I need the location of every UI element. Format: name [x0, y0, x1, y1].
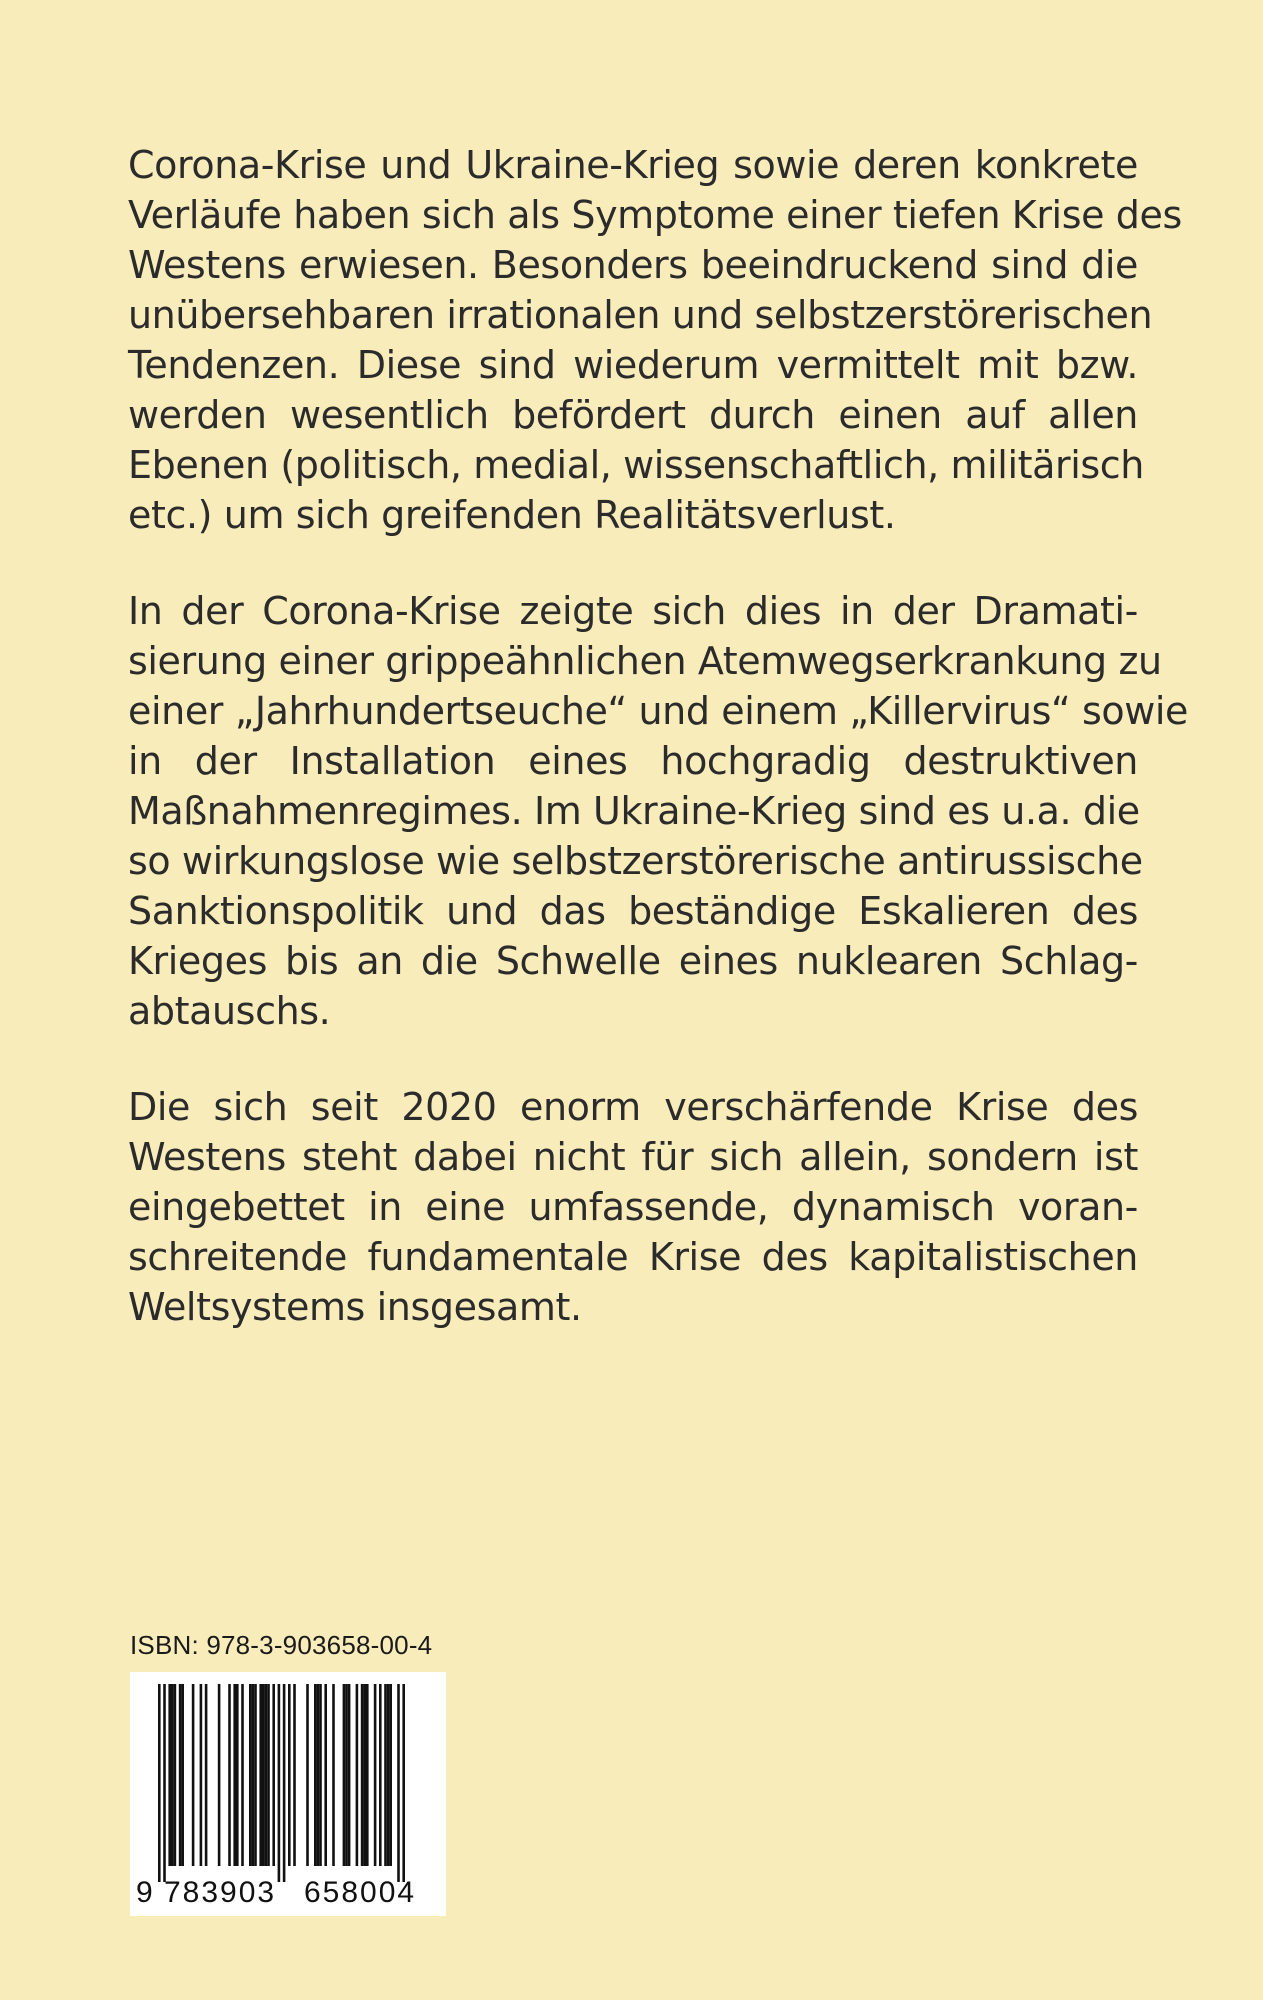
barcode-bar [168, 1684, 171, 1866]
text-line: etc.) um sich greifenden Realitätsverlust. [128, 493, 896, 537]
text-line: Westens erwiesen. Besonders beeindruckend sind die [128, 243, 1138, 287]
barcode-bar [324, 1684, 327, 1866]
barcode-bar [348, 1684, 351, 1866]
text-line: Westens steht dabei nicht für sich allein, sondern ist [128, 1135, 1138, 1179]
text-line: sierung einer grippeähnlichen Atemwegserkrankung zu [128, 639, 1162, 683]
barcode-bar [228, 1684, 231, 1866]
text-line: In der Corona-Krise zeigte sich dies in der Dramati- [128, 589, 1138, 633]
barcode-bar [200, 1684, 203, 1866]
barcode-bar [171, 1684, 174, 1866]
barcode-bar [306, 1684, 309, 1866]
text-line: so wirkungslose wie selbstzerstörerische antirussische [128, 839, 1143, 883]
barcode-bar [345, 1684, 348, 1866]
text-line: Krieges bis an die Schwelle eines nuklearen Schlag- [128, 939, 1138, 983]
barcode-bar [278, 1684, 281, 1882]
paragraph-3 [128, 1082, 1138, 1332]
barcode-bar [233, 1684, 236, 1866]
isbn-label: ISBN: 978-3-903658-00-4 [130, 1630, 433, 1660]
barcode-bar [218, 1684, 221, 1866]
text-line: einer „Jahrhundertseuche“ und einem „Killervirus“ sowie [128, 689, 1189, 733]
barcode-bar [254, 1684, 257, 1866]
barcode-digits-left: 783903 [164, 1876, 277, 1909]
text-line: unübersehbaren irrationalen und selbstzerstörerischen [128, 293, 1153, 337]
isbn-barcode [130, 1672, 446, 1916]
text-line: Verläufe haben sich als Symptome einer tiefen Krise des [128, 193, 1182, 237]
barcode-bar [397, 1684, 400, 1882]
text-line: Sanktionspolitik und das beständige Eskalieren des [128, 889, 1138, 933]
barcode-bar [332, 1684, 335, 1866]
barcode-bar [192, 1684, 195, 1866]
barcode-bar [402, 1684, 405, 1882]
barcode-digits [130, 1876, 446, 1910]
barcode-bar [179, 1684, 182, 1866]
barcode-bar [319, 1684, 322, 1866]
text-line: schreitende fundamentale Krise des kapitalistischen [128, 1235, 1138, 1279]
text-line: abtauschs. [128, 989, 331, 1033]
barcode-bar [265, 1684, 268, 1866]
barcode-bar [236, 1684, 239, 1866]
barcode-bar [363, 1684, 366, 1866]
barcode-bar [252, 1684, 255, 1866]
barcode-bar [366, 1684, 369, 1866]
barcode-bar [317, 1684, 320, 1866]
paragraph-2 [128, 586, 1189, 1036]
back-cover-text [128, 140, 1189, 1378]
barcode-bar [241, 1684, 244, 1866]
barcode-bar [374, 1684, 377, 1866]
barcode-bar [293, 1684, 296, 1866]
barcode-bar [283, 1684, 286, 1882]
barcode-bar [181, 1684, 184, 1866]
text-line: in der Installation eines hochgradig destruktiven [128, 739, 1138, 783]
barcode-bar [379, 1684, 382, 1866]
barcode-bar [262, 1684, 265, 1866]
text-line: Maßnahmenregimes. Im Ukraine-Krieg sind es u.a. die [128, 789, 1140, 833]
barcode-bar [205, 1684, 208, 1866]
barcode-bar [384, 1684, 387, 1866]
barcode-bar [387, 1684, 390, 1866]
barcode-bar [272, 1684, 275, 1866]
paragraph-1 [128, 140, 1182, 540]
barcode-bar [288, 1684, 291, 1866]
barcode-bar [249, 1684, 252, 1866]
barcode-bar [259, 1684, 262, 1866]
text-line: eingebettet in eine umfassende, dynamisch voran- [128, 1185, 1138, 1229]
barcode-bar [389, 1684, 392, 1866]
barcode-bar [343, 1684, 346, 1866]
barcode-bar [158, 1684, 161, 1882]
text-line: Ebenen (politisch, medial, wissenschaftlich, militärisch [128, 443, 1144, 487]
text-line: Corona-Krise und Ukraine-Krieg sowie deren konkrete [128, 143, 1138, 187]
barcode-bar [356, 1684, 359, 1866]
text-line: Tendenzen. Diese sind wiederum vermittelt mit bzw. [128, 343, 1138, 387]
text-line: Die sich seit 2020 enorm verschärfende Krise des [128, 1085, 1138, 1129]
barcode-digit-first: 9 [136, 1876, 153, 1909]
barcode-bar [314, 1684, 317, 1866]
barcode-digits-right: 658004 [304, 1876, 417, 1909]
barcode-bar [174, 1684, 177, 1866]
barcode-bar [163, 1684, 166, 1882]
barcode-bar [361, 1684, 364, 1866]
text-line: Weltsystems insgesamt. [128, 1285, 582, 1329]
text-line: werden wesentlich befördert durch einen auf allen [128, 393, 1138, 437]
barcode-bar [267, 1684, 270, 1866]
